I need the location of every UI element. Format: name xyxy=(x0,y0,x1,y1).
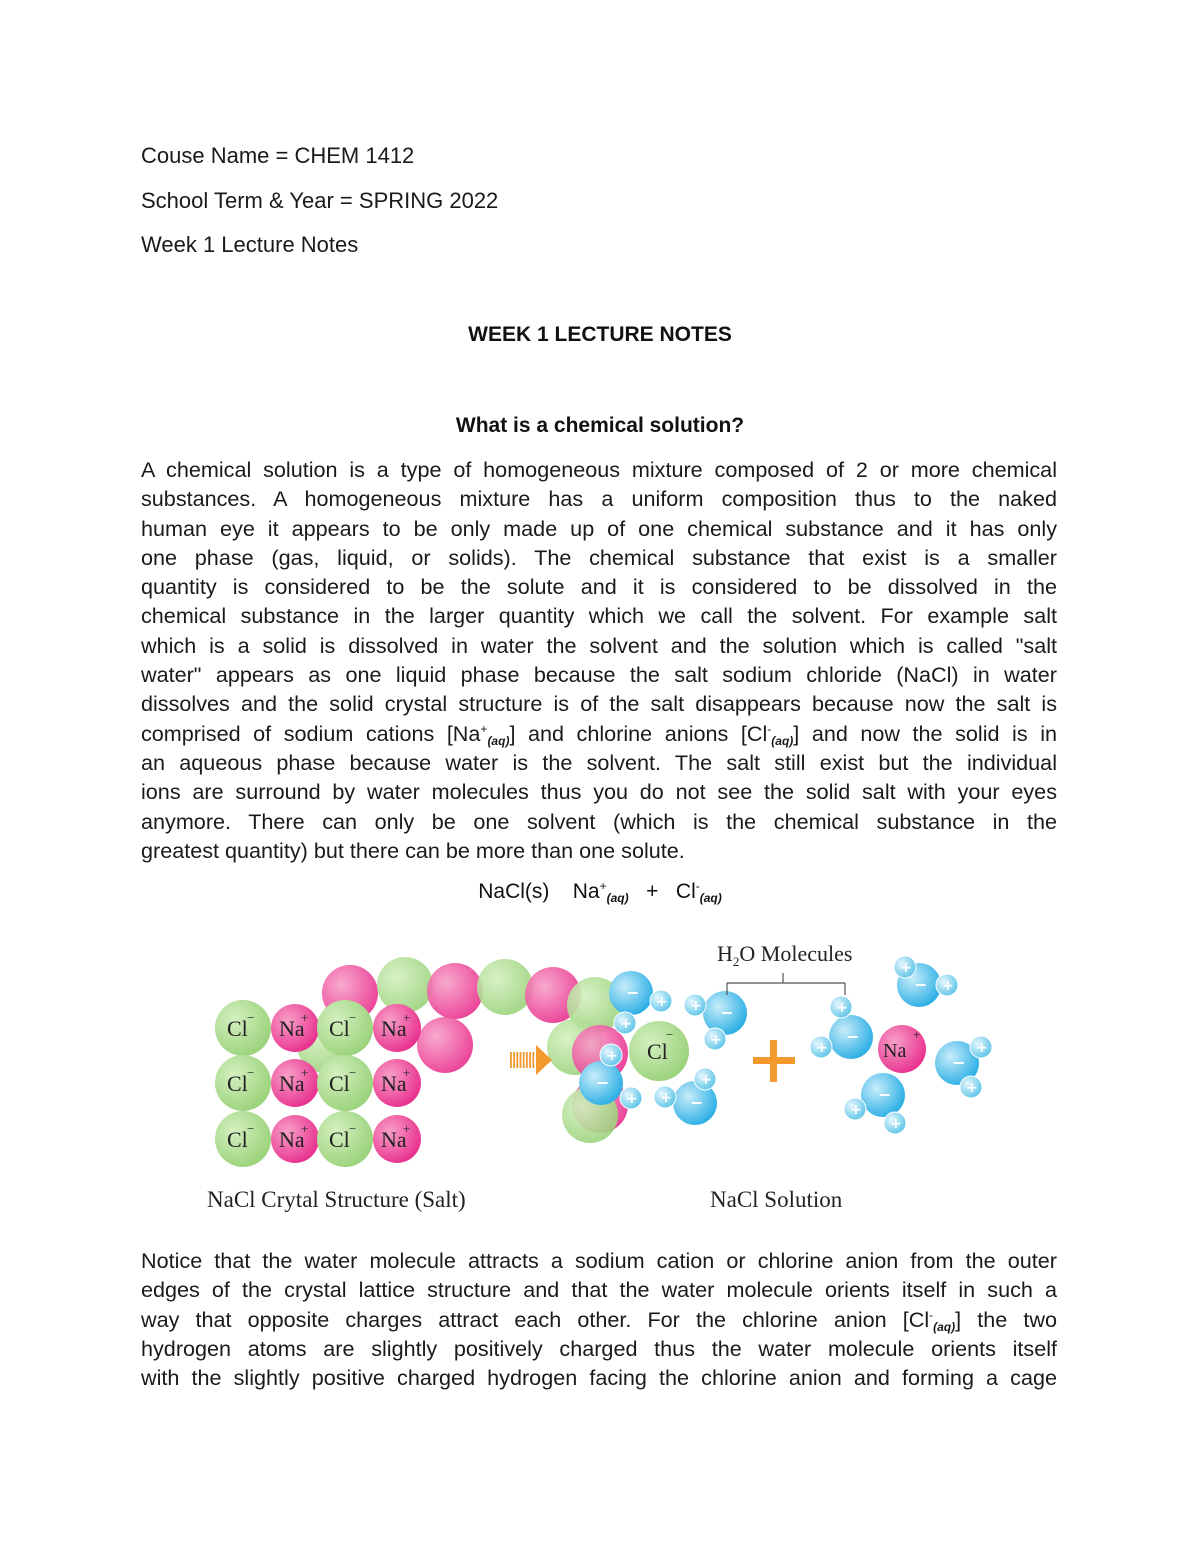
dissociation-equation xyxy=(0,880,1200,904)
chloride-label: Cl xyxy=(227,1071,248,1096)
minus-charge-label: − xyxy=(247,1065,255,1080)
arrow-stripe xyxy=(529,1052,531,1068)
arrow-stripe xyxy=(510,1052,512,1068)
text-segment: ] and chlorine anions [Cl xyxy=(509,720,768,746)
plus-charge-label: + xyxy=(301,1121,309,1136)
document-title: WEEK 1 LECTURE NOTES xyxy=(468,323,732,346)
minus-charge-label: − xyxy=(626,983,640,1002)
arrow-stripe xyxy=(523,1052,525,1068)
course-name: Couse Name = CHEM 1412 xyxy=(141,143,415,168)
text-line: substances. A homogeneous mixture has a uniform composition thus to the naked xyxy=(141,486,1057,512)
school-term: School Term & Year = SPRING 2022 xyxy=(141,188,499,213)
plus-sign-vertical xyxy=(770,1040,777,1082)
text-line: greatest quantity) but there can be more than one solute. xyxy=(141,837,685,863)
sodium-label: Na xyxy=(381,1071,407,1096)
text-line: chemical substance in the larger quantity which we call the solvent. For example salt xyxy=(141,603,1057,629)
minus-charge-label: − xyxy=(914,975,928,994)
lecture-notes-label: Week 1 Lecture Notes xyxy=(141,232,359,257)
text-line: with the slightly positive charged hydrogen facing the chlorine anion and forming a cage xyxy=(141,1365,1057,1391)
text-line: which is a solid is dissolved in water the solvent and the solution which is called "salt xyxy=(141,632,1057,658)
minus-charge-label: − xyxy=(878,1085,892,1104)
text-line: hydrogen atoms are slightly positively charged thus the water molecule orients itself xyxy=(141,1335,1057,1361)
text-segment: way that opposite charges attract each other. For the chlorine anion [Cl xyxy=(141,1306,930,1332)
minus-charge-label: − xyxy=(690,1093,704,1112)
crystal-caption: NaCl Crytal Structure (Salt) xyxy=(207,1187,466,1212)
paragraph-water-orientation xyxy=(141,1246,1057,1392)
aqueous-subscript: (aq) xyxy=(606,891,629,905)
plus-charge-label: + xyxy=(890,1116,902,1132)
plus-charge-label: + xyxy=(626,1091,638,1107)
equation-chloride: Cl xyxy=(675,880,696,903)
aqueous-subscript: (aq) xyxy=(699,891,722,905)
plus-charge-label: + xyxy=(301,1065,309,1080)
arrow-stripe xyxy=(532,1052,534,1068)
text-line: dissolves and the solid crystal structure is of the salt disappears because now the salt is xyxy=(141,691,1057,717)
plus-charge-label: + xyxy=(900,960,912,976)
arrow-stripe xyxy=(520,1052,522,1068)
nacl-dissolution-figure xyxy=(195,935,1015,1225)
minus-charge-label: − xyxy=(666,1027,674,1042)
chloride-label: Cl xyxy=(329,1127,350,1152)
sodium-label: Na xyxy=(883,1040,907,1062)
h2o-molecules-label: $H_2O$ Molecules xyxy=(717,941,853,969)
charge-minus: - xyxy=(929,1307,934,1322)
text-line-ion xyxy=(141,1305,1057,1334)
plus-charge-label: + xyxy=(690,998,702,1014)
charge-plus: + xyxy=(480,721,488,736)
plus-charge-label: + xyxy=(660,1090,672,1106)
plus-charge-label: + xyxy=(942,978,954,994)
plus-charge-label: + xyxy=(966,1080,978,1096)
aqueous-subscript: (aq) xyxy=(771,733,794,748)
nacl-figure-svg xyxy=(195,935,1015,1225)
minus-charge-label: − xyxy=(349,1121,357,1136)
plus-charge-label: + xyxy=(976,1040,988,1056)
lattice-sodium-atom xyxy=(427,963,483,1019)
minus-charge-label: − xyxy=(349,1065,357,1080)
chloride-label: Cl xyxy=(647,1039,668,1064)
plus-charge-label: + xyxy=(403,1121,411,1136)
text-line: an aqueous phase because water is the solvent. The salt still exist but the individual xyxy=(141,749,1057,775)
plus-charge-label: + xyxy=(850,1102,862,1118)
equation-plus: + xyxy=(646,880,659,903)
sodium-label: Na xyxy=(381,1127,407,1152)
minus-charge-label: − xyxy=(247,1121,255,1136)
text-line: Notice that the water molecule attracts a sodium cation or chlorine anion from the outer xyxy=(141,1248,1057,1273)
aqueous-subscript: (aq) xyxy=(487,733,510,748)
plus-charge-label: + xyxy=(836,1000,848,1016)
minus-charge-label: − xyxy=(247,1010,255,1025)
charge-minus: - xyxy=(767,721,772,736)
charge-plus: + xyxy=(599,879,607,893)
section-heading: What is a chemical solution? xyxy=(455,414,745,437)
text-line: anymore. There can only be one solvent (which is the chemical substance in the xyxy=(141,808,1057,834)
minus-charge-label: − xyxy=(720,1003,734,1022)
minus-charge-label: − xyxy=(846,1027,860,1046)
sodium-label: Na xyxy=(279,1127,305,1152)
plus-charge-label: + xyxy=(403,1010,411,1025)
chloride-label: Cl xyxy=(329,1016,350,1041)
text-segment: comprised of sodium cations [Na xyxy=(141,720,481,746)
paragraph-solution-definition xyxy=(141,455,1057,865)
chloride-label: Cl xyxy=(227,1016,248,1041)
text-line: one phase (gas, liquid, or solids). The chemical substance that exist is a smaller xyxy=(141,544,1057,570)
minus-charge-label: − xyxy=(596,1073,610,1092)
sodium-label: Na xyxy=(381,1016,407,1041)
arrow-stripe xyxy=(526,1052,528,1068)
text-line: water" appears as one liquid phase because the salt sodium chloride (NaCl) in water xyxy=(141,662,1057,688)
plus-charge-label: + xyxy=(620,1016,632,1032)
minus-charge-label: − xyxy=(952,1053,966,1072)
text-line: A chemical solution is a type of homogeneous mixture composed of 2 or more chemical xyxy=(141,457,1057,482)
plus-charge-label: + xyxy=(913,1027,921,1042)
plus-charge-label: + xyxy=(403,1065,411,1080)
plus-charge-label: + xyxy=(700,1072,712,1088)
solution-caption: NaCl Solution xyxy=(710,1187,843,1212)
text-line: edges of the crystal lattice structure and that the water molecule orients itself in such a xyxy=(141,1277,1057,1303)
sodium-label: Na xyxy=(279,1016,305,1041)
text-segment: ] the two xyxy=(955,1306,1057,1332)
text-line-ions xyxy=(141,719,1057,748)
arrow-stripe xyxy=(513,1052,515,1068)
lattice-chloride-atom xyxy=(477,959,533,1015)
plus-charge-label: + xyxy=(301,1010,309,1025)
text-segment: ] and now the solid is in xyxy=(793,720,1058,746)
lattice-chloride-atom xyxy=(377,957,433,1013)
equation-reactant: NaCl(s) xyxy=(478,880,550,903)
text-line: human eye it appears to be only made up of one chemical substance and it has only xyxy=(141,515,1057,541)
sodium-label: Na xyxy=(279,1071,305,1096)
minus-charge-label: − xyxy=(349,1010,357,1025)
arrow-stripe xyxy=(516,1052,518,1068)
plus-charge-label: + xyxy=(816,1040,828,1056)
text-line: ions are surround by water molecules thus you do not see the solid salt with your eyes xyxy=(141,779,1057,805)
chloride-label: Cl xyxy=(227,1127,248,1152)
lattice-sodium-atom xyxy=(417,1017,473,1073)
equation-sodium: Na xyxy=(572,880,600,903)
text-line: quantity is considered to be the solute and it is considered to be dissolved in the xyxy=(141,574,1057,600)
charge-minus: - xyxy=(695,879,700,893)
chloride-label: Cl xyxy=(329,1071,350,1096)
plus-charge-label: + xyxy=(606,1048,618,1064)
plus-charge-label: + xyxy=(710,1032,722,1048)
plus-charge-label: + xyxy=(656,994,668,1010)
aqueous-subscript: (aq) xyxy=(933,1319,956,1334)
